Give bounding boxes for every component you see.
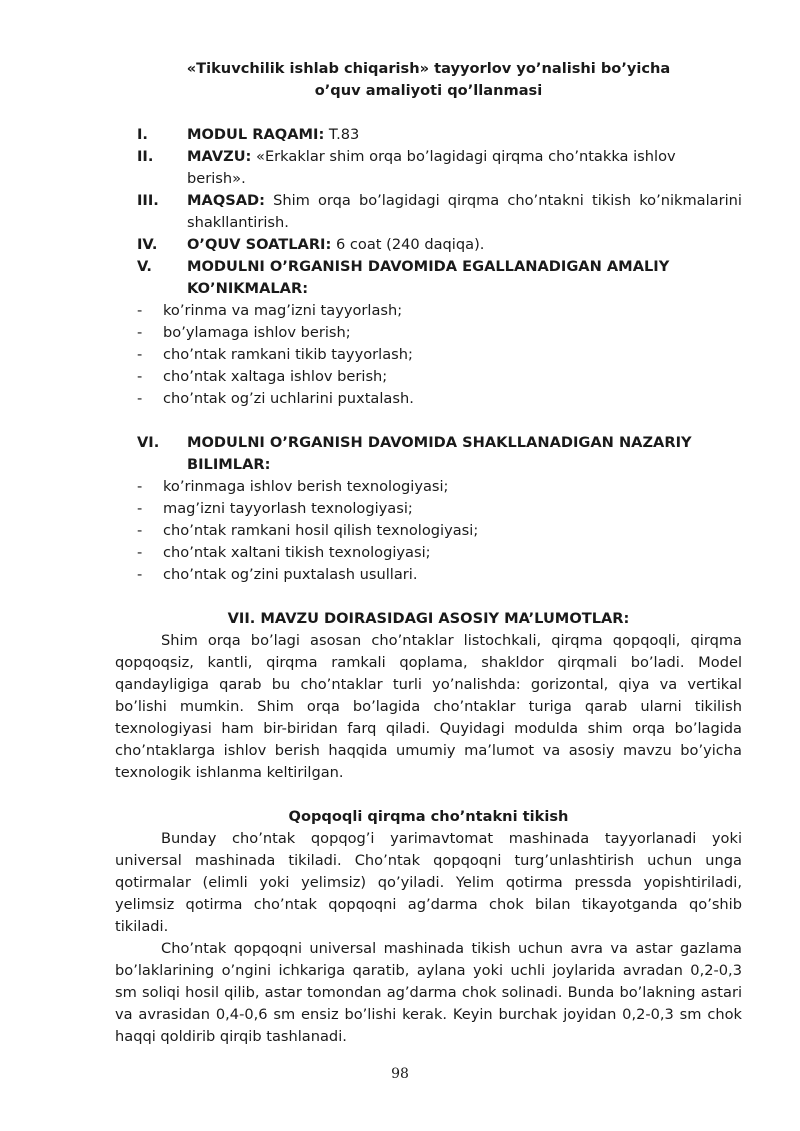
section-text: «Erkaklar shim orqa bo’lagidagi qirqma cho’ntakka ishlov berish». <box>187 148 676 187</box>
section-3 <box>115 190 742 234</box>
document-title-line2: o’quv amaliyoti qo’llanmasi <box>314 82 543 99</box>
paragraph-3: Cho’ntak qopqoqni universal mashinada tikish uchun avra va astar gazlama bo’laklarining o’ngini ichkariga qaratib, aylana yoki uchli joylarida avradan 0,2-0,3 sm soliqi hosil qilib, astar tomondan ag’darma chok solinadi. Bunda bo’lakning astari va avrasidan 0,4-0,6 sm ensiz bo’lishi kerak. Keyin burchak joyidan 0,2-0,3 sm chok haqqi qoldirib qirqib tashlanadi. <box>115 940 742 1045</box>
section-label: MODULNI O’RGANISH DAVOMIDA EGALLANADIGAN AMALIY KO’NIKMALAR: <box>187 258 670 297</box>
section-number: I. <box>137 126 148 143</box>
section-label: MODULNI O’RGANISH DAVOMIDA SHAKLLANADIGAN NAZARIY BILIMLAR: <box>187 434 692 473</box>
section-7-heading: VII. MAVZU DOIRASIDAGI ASOSIY MA’LUMOTLAR: <box>227 610 630 627</box>
skills-list <box>115 300 742 410</box>
list-item: - ko’rinma va mag’izni tayyorlash; <box>137 302 403 319</box>
document-page <box>115 58 742 1048</box>
section-2 <box>115 146 742 190</box>
section-number: III. <box>137 192 159 209</box>
section-label: O’QUV SOATLARI: <box>187 236 332 253</box>
list-item: - cho’ntak xaltani tikish texnologiyasi; <box>137 544 431 561</box>
list-item: - cho’ntak og’zini puxtalash usullari. <box>137 566 418 583</box>
list-item: - cho’ntak ramkani hosil qilish texnologiyasi; <box>137 522 479 539</box>
section-number: VI. <box>137 434 160 451</box>
list-item: - cho’ntak ramkani tikib tayyorlash; <box>137 346 413 363</box>
section-text: Shim orqa bo’lagidagi qirqma cho’ntakni tikish ko’nikmalarini shakllantirish. <box>187 192 742 231</box>
section-5 <box>115 256 742 300</box>
document-title-line1: «Tikuvchilik ishlab chiqarish» tayyorlov yo’nalishi bo’yicha <box>186 60 671 77</box>
paragraph-2: Bunday cho’ntak qopqog’i yarimavtomat mashinada tayyorlanadi yoki universal mashinada tikiladi. Cho’ntak qopqoqni turg’unlashtirish uchun unga qotirmalar (elimli yoki yelimsiz) qo’yiladi. Yelim qotirma pressda yopishtiriladi, yelimsiz qotirma cho’ntak qopqoqni ag’darma chok bilan tikayotganda qo’shib tikiladi. <box>115 830 742 935</box>
section-6 <box>115 432 742 476</box>
section-text: T.83 <box>324 126 360 143</box>
section-number: V. <box>137 258 152 275</box>
section-number: II. <box>137 148 154 165</box>
section-label: MODUL RAQAMI: <box>187 126 325 143</box>
subheading: Qopqoqli qirqma cho’ntakni tikish <box>288 808 569 825</box>
list-item: - mag’izni tayyorlash texnologiyasi; <box>137 500 413 517</box>
section-text: 6 coat (240 daqiqa). <box>331 236 485 253</box>
page-number: 98 <box>391 1066 409 1082</box>
section-1 <box>115 124 742 146</box>
list-item: - ko’rinmaga ishlov berish texnologiyasi; <box>137 478 449 495</box>
section-label: MAVZU: <box>187 148 252 165</box>
list-item: - bo’ylamaga ishlov berish; <box>137 324 351 341</box>
list-item: - cho’ntak og’zi uchlarini puxtalash. <box>137 390 414 407</box>
section-number: IV. <box>137 236 158 253</box>
list-item: - cho’ntak xaltaga ishlov berish; <box>137 368 388 385</box>
section-7-paragraph: Shim orqa bo’lagi asosan cho’ntaklar listochkali, qirqma qopqoqli, qirqma qopqoqsiz, kantli, qirqma ramkali qoplama, shakldor qirqmali bo’ladi. Model qandayligiga qarab bu cho’ntaklar turli yo’nalishda: gorizontal, qiya va vertikal bo’lishi mumkin. Shim orqa bo’lagida cho’ntaklar turiga qarab ularni tikilish texnologiyasi ham bir-biridan farq qiladi. Quyidagi modulda shim orqa bo’lagida cho’ntaklarga ishlov berish haqqida umumiy ma’lumot va asosiy mavzu bo’yicha texnologik ishlanma keltirilgan. <box>115 632 742 781</box>
section-4 <box>115 234 742 256</box>
section-label: MAQSAD: <box>187 192 265 209</box>
knowledge-list <box>115 476 742 586</box>
